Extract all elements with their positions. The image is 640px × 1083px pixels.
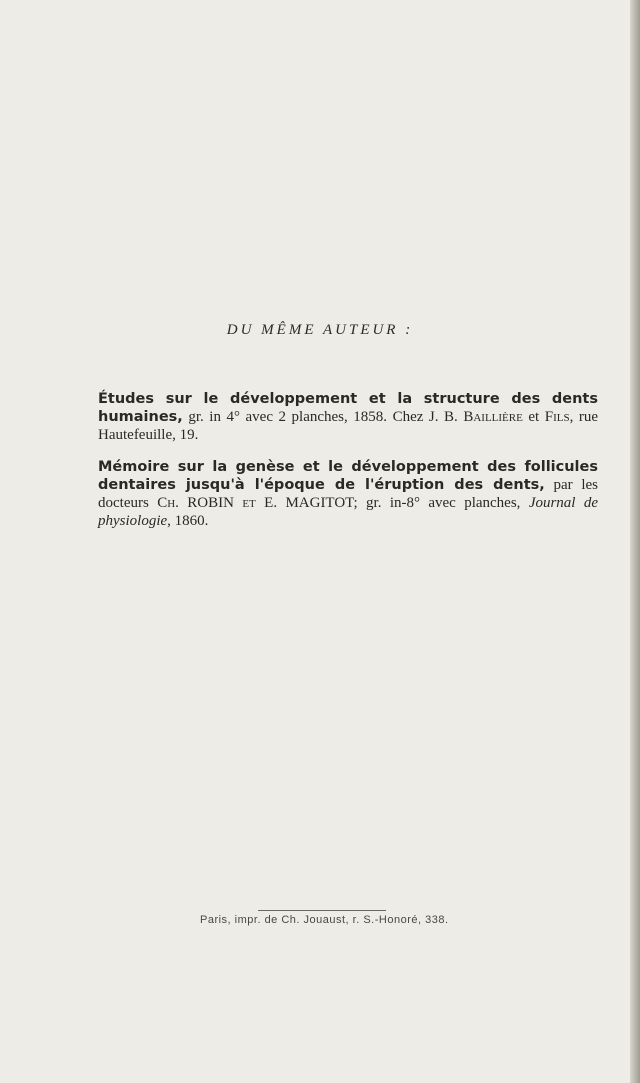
entry-1-publisher-2: Fils <box>544 409 570 425</box>
printer-imprint: Paris, impr. de Ch. Jouaust, r. S.-Honoré, 338. <box>200 914 449 926</box>
bibliography-entry-1 <box>98 390 598 444</box>
imprint-rule <box>258 910 386 911</box>
page-edge <box>630 0 640 1083</box>
entry-1-details-3: , rue Hautefeuille, 19. <box>98 409 599 443</box>
entry-1-details-2: et <box>522 409 545 425</box>
entry-2-journal: Journal de physiologie <box>98 495 599 529</box>
entry-2-et: et <box>242 495 256 511</box>
entry-2-authors-2: E. MAGITOT; gr. in-8° avec planches, <box>255 495 529 511</box>
entry-1-title: Études sur le développement et la structure des dents humaines, <box>98 391 598 425</box>
bibliography-entry-2 <box>98 458 598 530</box>
entry-1-publisher: Baillière <box>463 409 523 425</box>
entry-2-title: Mémoire sur la genèse et le développement des follicules dentaires jusqu'à l'époque de l'éruption des dents, <box>98 459 598 493</box>
entry-2-details: par les docteurs <box>98 477 598 511</box>
entry-1-details: gr. in 4° avec 2 planches, 1858. Chez J. B. <box>182 409 464 425</box>
entry-2-authors-prefix: Ch. <box>157 495 179 511</box>
section-heading: DU MÊME AUTEUR : <box>226 322 414 338</box>
entry-2-authors: ROBIN <box>178 495 243 511</box>
entry-2-year: , 1860. <box>167 513 209 529</box>
